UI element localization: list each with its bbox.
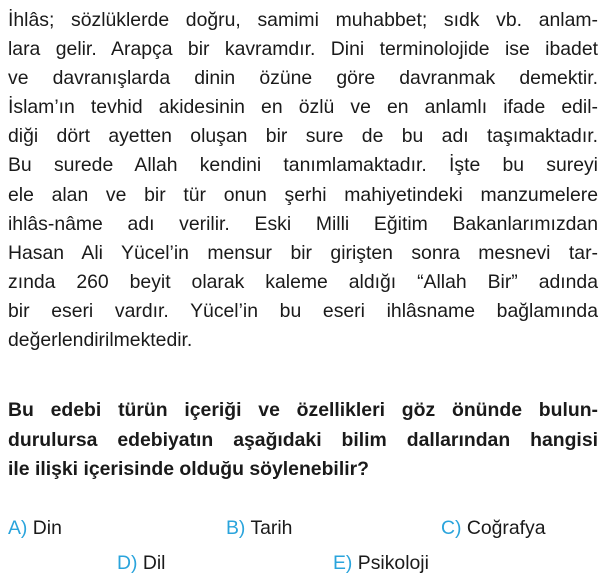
option-b-text: Tarih xyxy=(250,517,293,539)
option-d[interactable] xyxy=(117,551,165,575)
option-a-letter: A) xyxy=(8,517,28,539)
stem-line: Bu edebi türün içeriği ve özellikleri göz önünde bulun- xyxy=(8,399,598,421)
passage-line: Bu surede Allah kendini tanımlamaktadır. İşte bu sureyi xyxy=(8,154,598,177)
question-stem xyxy=(8,396,598,485)
option-c[interactable] xyxy=(441,516,546,540)
option-e-text: Psikoloji xyxy=(357,552,429,574)
option-e[interactable] xyxy=(333,551,429,575)
stem-line: ile ilişki içerisinde olduğu söylenebilir? xyxy=(8,458,369,480)
passage-line: İhlâs; sözlüklerde doğru, samimi muhabbet; sıdk vb. anlam- xyxy=(8,9,598,31)
passage-line: lara gelir. Arapça bir kavramdır. Dini terminolojide ise ibadet xyxy=(8,38,598,61)
passage-line: değerlendirilmektedir. xyxy=(8,329,193,352)
option-b-letter: B) xyxy=(226,517,246,539)
question-passage-block xyxy=(8,6,598,355)
passage-line: İslam’ın tevhid akidesinin en özlü ve en anlamlı ifade edil- xyxy=(8,96,598,119)
option-d-letter: D) xyxy=(117,552,138,574)
passage-line: ele alan ve bir tür onun şerhi mahiyetindeki manzumelere xyxy=(8,183,598,206)
passage-text xyxy=(8,6,598,355)
option-c-letter: C) xyxy=(441,517,462,539)
stem-line: durulursa edebiyatın aşağıdaki bilim dallarından hangisi xyxy=(8,428,598,451)
option-c-text: Coğrafya xyxy=(466,517,546,539)
passage-line: ihlâs-nâme adı verilir. Eski Milli Eğitim Bakanlarımızdan xyxy=(8,212,598,235)
passage-line: ve davranışlarda dinin özüne göre davranmak demektir. xyxy=(8,67,598,90)
option-a-text: Din xyxy=(32,517,62,539)
passage-line: zında 260 beyit olarak kaleme aldığı “Allah Bir” adında xyxy=(8,270,598,293)
passage-line: bir eseri vardır. Yücel’in bu eseri ihlâsname bağlamında xyxy=(8,299,598,322)
passage-line: diği dört ayetten oluşan bir sure de bu adı taşımaktadır. xyxy=(8,125,598,148)
option-e-letter: E) xyxy=(333,552,353,574)
passage-line: Hasan Ali Yücel’in mensur bir girişten sonra mesnevi tar- xyxy=(8,241,598,264)
option-a[interactable] xyxy=(8,516,62,540)
option-b[interactable] xyxy=(226,516,292,540)
option-d-text: Dil xyxy=(142,552,166,574)
